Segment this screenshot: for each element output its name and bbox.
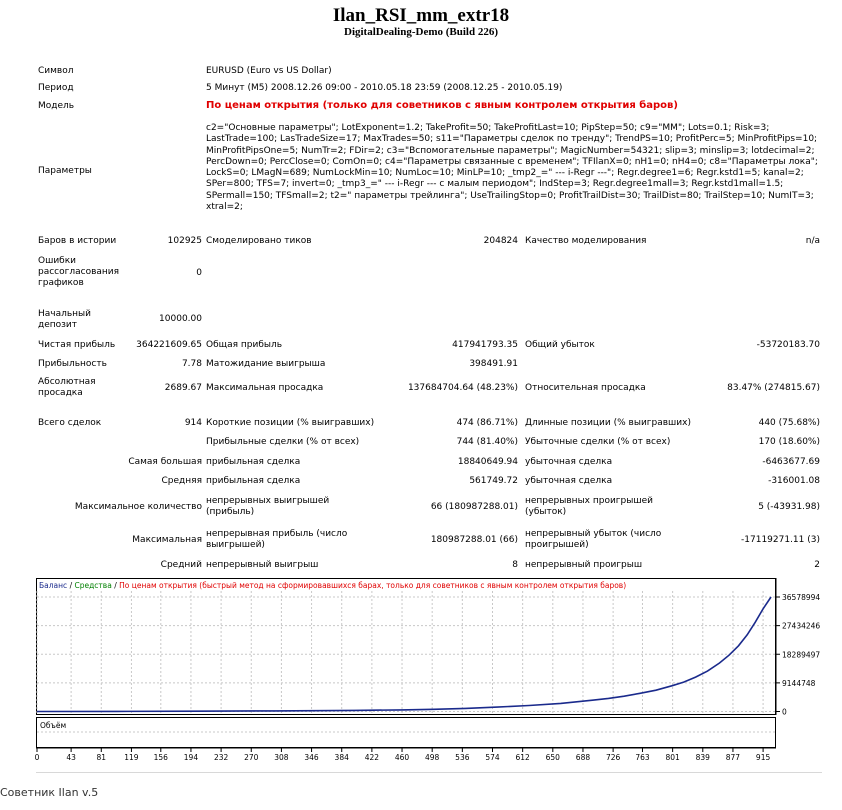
legend-model: По ценам открытия (быстрый метод на сформировавшихся барах, только для советников с явным контролем открытия баров): [119, 581, 627, 590]
ticks-value: 204824: [483, 236, 518, 246]
rel-drawdown-label: Относительная просадка: [525, 383, 646, 393]
net-profit-label: Чистая прибыль: [38, 340, 116, 350]
x-tick-label: 801: [665, 753, 680, 762]
y-tick-label: 18289497: [782, 650, 821, 660]
loss-trades-value: 170 (18.60%): [758, 437, 820, 447]
x-tick-label: 43: [66, 753, 76, 762]
profit-factor-label: Прибыльность: [38, 359, 107, 369]
x-tick-label: 119: [124, 753, 139, 762]
report-subtitle: DigitalDealing-Demo (Build 226): [344, 26, 498, 38]
bars-label: Баров в истории: [38, 236, 117, 246]
loss-trades-label: Убыточные сделки (% от всех): [525, 437, 671, 447]
max-count-losses-value: 5 (-43931.98): [758, 502, 820, 512]
x-tick-label: 194: [183, 753, 199, 762]
model-label: Модель: [38, 101, 75, 111]
bars-value: 102925: [167, 236, 202, 246]
gross-profit-value: 417941793.35: [452, 340, 518, 350]
payoff-value: 398491.91: [469, 359, 518, 369]
period-value: 5 Минут (M5) 2008.12.26 09:00 - 2010.05.18 23:59 (2008.12.25 - 2010.05.19): [206, 83, 563, 93]
y-tick-label: 27434246: [782, 621, 821, 631]
short-positions-value: 474 (86.71%): [456, 418, 518, 428]
symbol-label: Символ: [38, 66, 74, 76]
x-tick-label: 574: [485, 753, 500, 762]
chart-y-ticks: [776, 593, 820, 716]
x-tick-label: 384: [334, 753, 349, 762]
params-value: c2="Основные параметры"; LotExponent=1.2; TakeProfit=50; TakeProfitLast=10; PipStep=50; c9="MM"; Lots=0.1; Risk=3; LastTrade=100; LasTradeSize=17; MaxTrades=50; s11="Параметры сделок по тренду"; TrendPS=10; ProfitPerc=5; MinProfitPips=10; MinProfitPipsOne=5; NumTr=2; FDir=2; c3="Вспомогательные параметры"; MagicNumber=54321; slip=3; minslip=3; lotdecimal=2; PercDown=0; PercClose=0; ComOn=0; c4="Параметры связанные с временем"; TFIlanX=0; nH1=0; nH4=0; c8="Параметры лока"; LockS=0; LMagN=689; NumLockMin=10; NumLoc=10; MinLP=10; _tmp2_=" --- i-Regr ---"; Regr.degree1=6; Regr.kstd1=5; kanal=2; SPer=800; TFS=7; invert=0; _tmp3_=" --- i-Regr --- с малым периодом"; IndStep=3; Regr.degree1mall=3; Regr.kstd1mall=1.5; SPermall=150; TFSmall=2; t2=" параметры трейлинга"; UseTrailingStop=0; ProfitTrailDist=30; TrailDist=80; TrailStep=10; NumIT=3; xtral=2;: [206, 123, 818, 213]
max-count-wins-value: 66 (180987288.01): [430, 502, 518, 512]
y-tick-label: 36578994: [782, 593, 821, 603]
abs-drawdown-label: Абсолютная просадка: [38, 377, 96, 398]
gross-loss-value: -53720183.70: [756, 340, 820, 350]
x-tick-label: 346: [304, 753, 319, 762]
abs-drawdown-value: 2689.67: [164, 383, 202, 393]
x-tick-label: 81: [96, 753, 107, 762]
x-tick-label: 915: [755, 753, 771, 762]
report-title: Ilan_RSI_mm_extr18: [332, 5, 510, 26]
avg-consecutive-wins-value: 8: [512, 560, 518, 570]
errors-label: Ошибки рассогласования графиков: [38, 256, 120, 288]
x-tick-label: 650: [545, 753, 560, 762]
x-tick-label: 156: [153, 753, 168, 762]
deposit-value: 10000.00: [159, 314, 202, 324]
x-tick-label: 688: [575, 753, 591, 762]
errors-value: 0: [196, 268, 202, 278]
legend-equity: Средства: [74, 581, 112, 590]
total-trades-label: Всего сделок: [38, 418, 102, 428]
x-tick-label: 763: [635, 753, 650, 762]
max-drawdown-value: 137684704.64 (48.23%): [407, 383, 518, 393]
legend-separator-2: /: [114, 581, 117, 590]
y-tick-label: 9144748: [782, 678, 816, 688]
x-tick-label: 498: [425, 753, 440, 762]
chart-x-ticks: [35, 748, 771, 762]
average-label: Средняя: [161, 476, 202, 486]
average-loss-label: убыточная сделка: [525, 476, 613, 486]
legend-separator-1: /: [69, 581, 73, 590]
total-trades-value: 914: [184, 418, 202, 428]
chart-legend: [39, 581, 626, 590]
rel-drawdown-value: 83.47% (274815.67): [727, 383, 820, 393]
x-tick-label: 612: [515, 753, 530, 762]
net-profit-value: 364221609.65: [136, 340, 202, 350]
average-profit-value: 561749.72: [469, 476, 518, 486]
model-value: По ценам открытия (только для советников с явным контролем открытия баров): [206, 100, 678, 111]
legend-balance: Баланс: [39, 581, 68, 590]
largest-label: Самая большая: [128, 457, 202, 467]
long-positions-value: 440 (75.68%): [758, 418, 820, 428]
x-tick-label: 877: [725, 753, 741, 762]
avg-consecutive-losses-value: 2: [814, 560, 820, 570]
maximal-loss-value: -17119271.11 (3): [741, 535, 820, 545]
largest-loss-value: -6463677.69: [762, 457, 820, 467]
average-profit-label: прибыльная сделка: [206, 476, 301, 486]
footer-caption: Советник Ilan v.5: [0, 786, 99, 799]
max-count-label: Максимальное количество: [74, 502, 202, 512]
x-tick-label: 422: [364, 753, 380, 762]
volume-label: Объём: [40, 721, 67, 730]
largest-profit-label: прибыльная сделка: [206, 457, 301, 467]
deposit-label: Начальный депозит: [38, 309, 92, 330]
max-count-losses-label: непрерывных проигрышей (убыток): [525, 496, 653, 517]
long-positions-label: Длинные позиции (% выигравших): [525, 418, 691, 428]
ticks-label: Смоделировано тиков: [206, 236, 312, 246]
average-loss-value: -316001.08: [768, 476, 820, 486]
footer-divider: [36, 772, 822, 773]
largest-loss-label: убыточная сделка: [525, 457, 613, 467]
quality-value: n/a: [805, 236, 820, 246]
x-tick-label: 726: [605, 753, 621, 762]
x-tick-label: 0: [34, 753, 40, 762]
chart-plot-frame: [37, 579, 776, 715]
gross-profit-label: Общая прибыль: [206, 340, 283, 350]
params-label: Параметры: [38, 166, 92, 176]
symbol-value: EURUSD (Euro vs US Dollar): [206, 66, 332, 76]
max-drawdown-label: Максимальная просадка: [206, 383, 324, 393]
largest-profit-value: 18840649.94: [457, 457, 518, 467]
profit-factor-value: 7.78: [181, 359, 202, 369]
avg-consecutive-losses-label: непрерывный проигрыш: [525, 560, 643, 570]
gross-loss-label: Общий убыток: [525, 340, 595, 350]
maximal-profit-label: непрерывная прибыль (число выигрышей): [206, 529, 348, 550]
maximal-label: Максимальная: [132, 535, 202, 545]
avg-consecutive-label: Средний: [160, 560, 202, 570]
payoff-label: Матожидание выигрыша: [206, 359, 326, 369]
x-tick-label: 270: [244, 753, 259, 762]
max-count-wins-label: непрерывных выигрышей (прибыль): [206, 496, 330, 517]
x-tick-label: 460: [394, 753, 410, 762]
x-tick-label: 232: [213, 753, 229, 762]
x-tick-label: 839: [695, 753, 710, 762]
x-tick-label: 536: [455, 753, 470, 762]
balance-chart: [36, 578, 822, 764]
profit-trades-value: 744 (81.40%): [456, 437, 518, 447]
avg-consecutive-wins-label: непрерывный выигрыш: [206, 560, 319, 570]
maximal-profit-value: 180987288.01 (66): [430, 535, 518, 545]
x-tick-label: 308: [274, 753, 289, 762]
quality-label: Качество моделирования: [525, 236, 647, 246]
period-label: Период: [38, 83, 74, 93]
short-positions-label: Короткие позиции (% выигравших): [206, 418, 375, 428]
profit-trades-label: Прибыльные сделки (% от всех): [206, 437, 360, 447]
maximal-loss-label: непрерывный убыток (число проигрышей): [525, 529, 662, 550]
y-tick-label: 0: [782, 707, 787, 717]
